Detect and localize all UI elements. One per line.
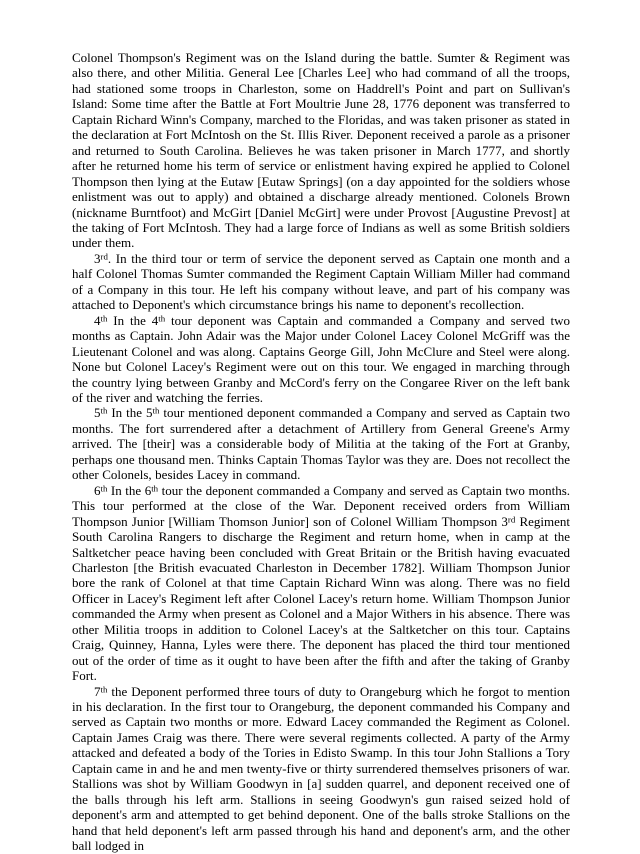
- paragraph-text: . In the third tour or term of service the deponent served as Captain one month and a half Colonel Thomas Sumter commanded the Regiment Captain William Miller had command of a Company in this tour. He left his company without leave, and part of his company was attached to Deponent's which circumstance brings his name to deponent's recollection.: [72, 250, 570, 313]
- paragraph-text-lead: In the 4: [107, 312, 159, 328]
- paragraph-text: tour mentioned deponent commanded a Company and served as Captain two months. The fort surrendered after a detachment of Artillery from General Greene's Army arrived. The [their] was a considerable body of Militia at the taking of the Fort at Granby, perhaps one thousand men. Thinks Captain Thomas Taylor was they are. Does not recollect the other Colonels, besides Lacey in command.: [72, 405, 570, 483]
- paragraph-third-tour: [72, 251, 570, 313]
- ordinal-number: 7: [94, 683, 101, 699]
- inline-ordinal-suffix: th: [158, 313, 166, 323]
- paragraph-fourth-tour: [72, 313, 570, 406]
- ordinal-suffix: th: [100, 482, 108, 493]
- paragraph-sixth-tour: [72, 483, 570, 684]
- paragraph-fifth-tour: [72, 405, 570, 482]
- paragraph-text-lead: In the 5: [107, 405, 153, 421]
- ordinal-number: 5: [94, 405, 101, 421]
- regiment-ordinal-suffix: rd: [507, 513, 516, 524]
- ordinal-suffix: rd: [100, 251, 108, 262]
- ordinal-suffix: th: [100, 683, 108, 694]
- paragraph-text: Colonel Thompson's Regiment was on the Island during the battle. Sumter & Regiment was also there, and other Militia. General Lee [Charles Lee] who had command of all the troops, had stationed some troops in Charleston, some on Haddrell's Point and part on Sullivan's Island: Some time after the Battle at Fort Moultrie June 28, 1776 deponent was transferred to Captain Richard Winn's Company, marched to the Floridas, and was taken prisoner as stated in the declaration at Fort McIntosh on the St. Illis River. Deponent received a parole as a prisoner and returned to South Carolina. Believes he was taken prisoner in March 1777, and shortly after he returned home his term of service or enlistment having expired he applied to Colonel Thompson then lying at the Eutaw [Eutaw Springs] (on a day appointed for the soldiers whose enlistment was out to apply) and obtained a discharge already mentioned. Colonels Brown (nickname Burntfoot) and McGirt [Daniel McGirt] were under Provost [Augustine Prevost] at the taking of Fort McIntosh. They had a large force of Indians as well as some British soldiers under them.: [72, 50, 570, 251]
- transcript-body: [72, 50, 570, 854]
- paragraph-text-part-two: Regiment South Carolina Rangers to discharge the Regiment and return home, when in camp at the Saltketcher peace having been concluded with Great Britain or the British having evacuated Charleston [the British evacuated Charleston in December 1782]. William Thompson Junior bore the rank of Colonel at that time Captain Richard Winn was along. There was no field Officer in Lacey's Regiment left after Colonel Lacey's return home. William Thompson Junior commanded the Army when present as Colonel and a Major Withers in his absence. There was other Militia troops in addition to Colonel Lacey's at the Saltketcher on this tour. Captains Craig, Quinney, Hanna, Lyles were there. The deponent has placed the third tour mentioned out of the order of time as it ought to have been after the fifth and after the taking of Granby Fort.: [72, 513, 571, 684]
- inline-ordinal-suffix: th: [152, 405, 160, 416]
- paragraph-seventh-tour: [72, 684, 570, 854]
- ordinal-suffix: th: [100, 405, 108, 416]
- ordinal-number: 4: [94, 312, 101, 328]
- paragraph-text: the Deponent performed three tours of duty to Orangeburg which he forgot to mention in his declaration. In the first tour to Orangeburg, the deponent commanded his Company and served as Captain two months or more. Edward Lacey commanded the Regiment as Colonel. Captain James Craig was there. There were several regiments collected. A party of the Army attacked and defeated a body of the Tories in Edisto Swamp. In this tour John Stallions a Tory Captain came in and he and men twenty-five or thirty surrendered themselves prisoners of war. Stallions was shot by William Goodwyn in [a] sudden quarrel, and deponent received one of the balls through his left arm. Stallions in seeing Goodwyn's gun raised seized hold of deponent's arm and attempted to get behind deponent. One of the balls stroke Stallions on the hand that held deponent's left arm passed through his hand and deponent's arm, and the other ball lodged in: [72, 683, 570, 854]
- paragraph-text: tour deponent was Captain and commanded a Company and served two months as Captain. John Adair was the Major under Colonel Lacey Colonel McGriff was the Lieutenant Colonel and was along. Captains George Gill, John McClure and Steel were along. None but Colonel Lacey's Regiment were out on this tour. We engaged in marching through the country lying between Granby and McCord's ferry on the Congaree River on the left bank of the river and watching the ferries.: [72, 312, 570, 405]
- paragraph-opening: [72, 50, 570, 251]
- paragraph-text-lead: In the 6: [107, 482, 152, 498]
- inline-ordinal-suffix: th: [151, 482, 159, 493]
- paragraph-text-part-one: tour the deponent commanded a Company and served as Captain two months. This tour performed at the close of the War. Deponent received orders from William Thompson Junior [William Thomson Junior] son of Colonel William Thompson 3: [72, 482, 570, 529]
- ordinal-number: 6: [94, 482, 101, 498]
- ordinal-suffix: th: [100, 313, 108, 323]
- ordinal-number: 3: [94, 250, 101, 266]
